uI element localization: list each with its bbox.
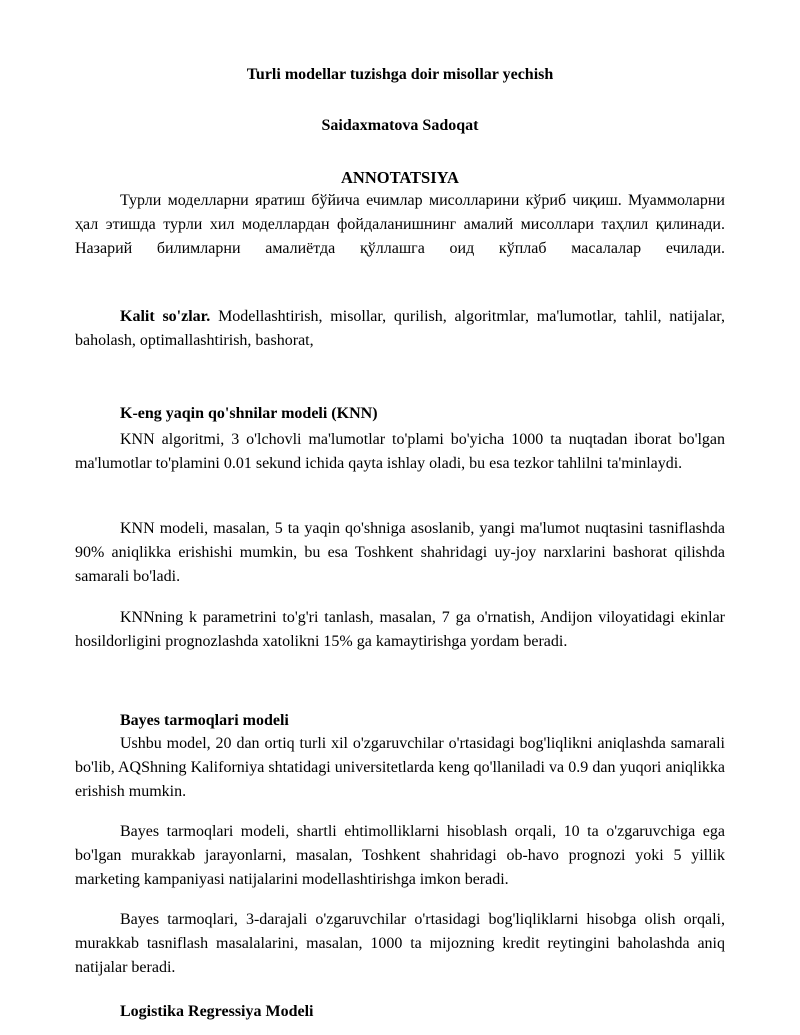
knn-paragraph-2: KNN modeli, masalan, 5 ta yaqin qo'shniga asoslanib, yangi ma'lumot nuqtasini tasniflashda 90% aniqlikka erishishi mumkin, bu esa Toshkent shahridagi uy-joy narxlarini bashorat qilishda samarali bo'ladi. (75, 520, 725, 585)
bayes-paragraph-1: Ushbu model, 20 dan ortiq turli xil o'zgaruvchilar o'rtasidagi bog'liqlikni aniqlashda samarali bo'lib, AQShning Kaliforniya shtatidagi universitetlarda keng qo'llaniladi va 0.9 dan yuqori aniqlikka erishish mumkin. (75, 735, 725, 800)
bayes-paragraph-2: Bayes tarmoqlari modeli, shartli ehtimolliklarni hisoblash orqali, 10 ta o'zgaruvchiga ega bo'lgan murakkab jarayonlarni, masalan, Toshkent shahridagi ob-havo prognozi yoki 5 yillik marketing kampaniyasi natijalarini modellashtirishga imkon beradi. (75, 823, 725, 888)
section-heading-bayes: Bayes tarmoqlari modeli (120, 712, 289, 729)
document-title: Turli modellar tuzishga doir misollar yechish (246, 66, 554, 83)
section-heading-logistic: Logistika Regressiya Modeli (120, 1003, 314, 1020)
knn-paragraph-1: KNN algoritmi, 3 o'lchovli ma'lumotlar to'plami bo'yicha 1000 ta nuqtadan iborat bo'lgan ma'lumotlar to'plamini 0.01 sekund ichida qayta ishlay oladi, bu esa tezkor tahlilni ta'minlaydi. (75, 431, 725, 472)
knn-paragraph-3: KNNning k parametrini to'g'ri tanlash, masalan, 7 ga o'rnatish, Andijon viloyatidagi ekinlar hosildorligini prognozlashda xatolikni 15% ga kamaytirishga yordam beradi. (75, 609, 725, 650)
keywords-text: Modellashtirish, misollar, qurilish, algoritmlar, ma'lumotlar, tahlil, natijalar, baholash, optimallashtirish, bashorat, (75, 308, 725, 349)
keywords-paragraph (75, 305, 725, 353)
author-name: Saidaxmatova Sadoqat (321, 117, 479, 134)
annotation-heading: ANNOTATSIYA (341, 168, 459, 187)
annotation-paragraph: Турли моделларни яратиш бўйича ечимлар мисолларини кўриб чиқиш. Муаммоларни ҳал этишда турли хил моделлардан фойдаланишнинг амалий мисоллари таҳлил қилинади. Назарий билимларни амалиётда қўллашга оид кўплаб масалалар ечилади. (75, 192, 725, 257)
keywords-label: Kalit so'zlar. (120, 308, 211, 325)
bayes-paragraph-3: Bayes tarmoqlari, 3-darajali o'zgaruvchilar o'rtasidagi bog'liqliklarni hisobga olish orqali, murakkab tasniflash masalalarini, masalan, 1000 ta mijozning kredit reytingini baholashda aniq natijalar beradi. (75, 911, 725, 976)
section-heading-knn: K-eng yaqin qo'shnilar modeli (KNN) (120, 405, 378, 422)
